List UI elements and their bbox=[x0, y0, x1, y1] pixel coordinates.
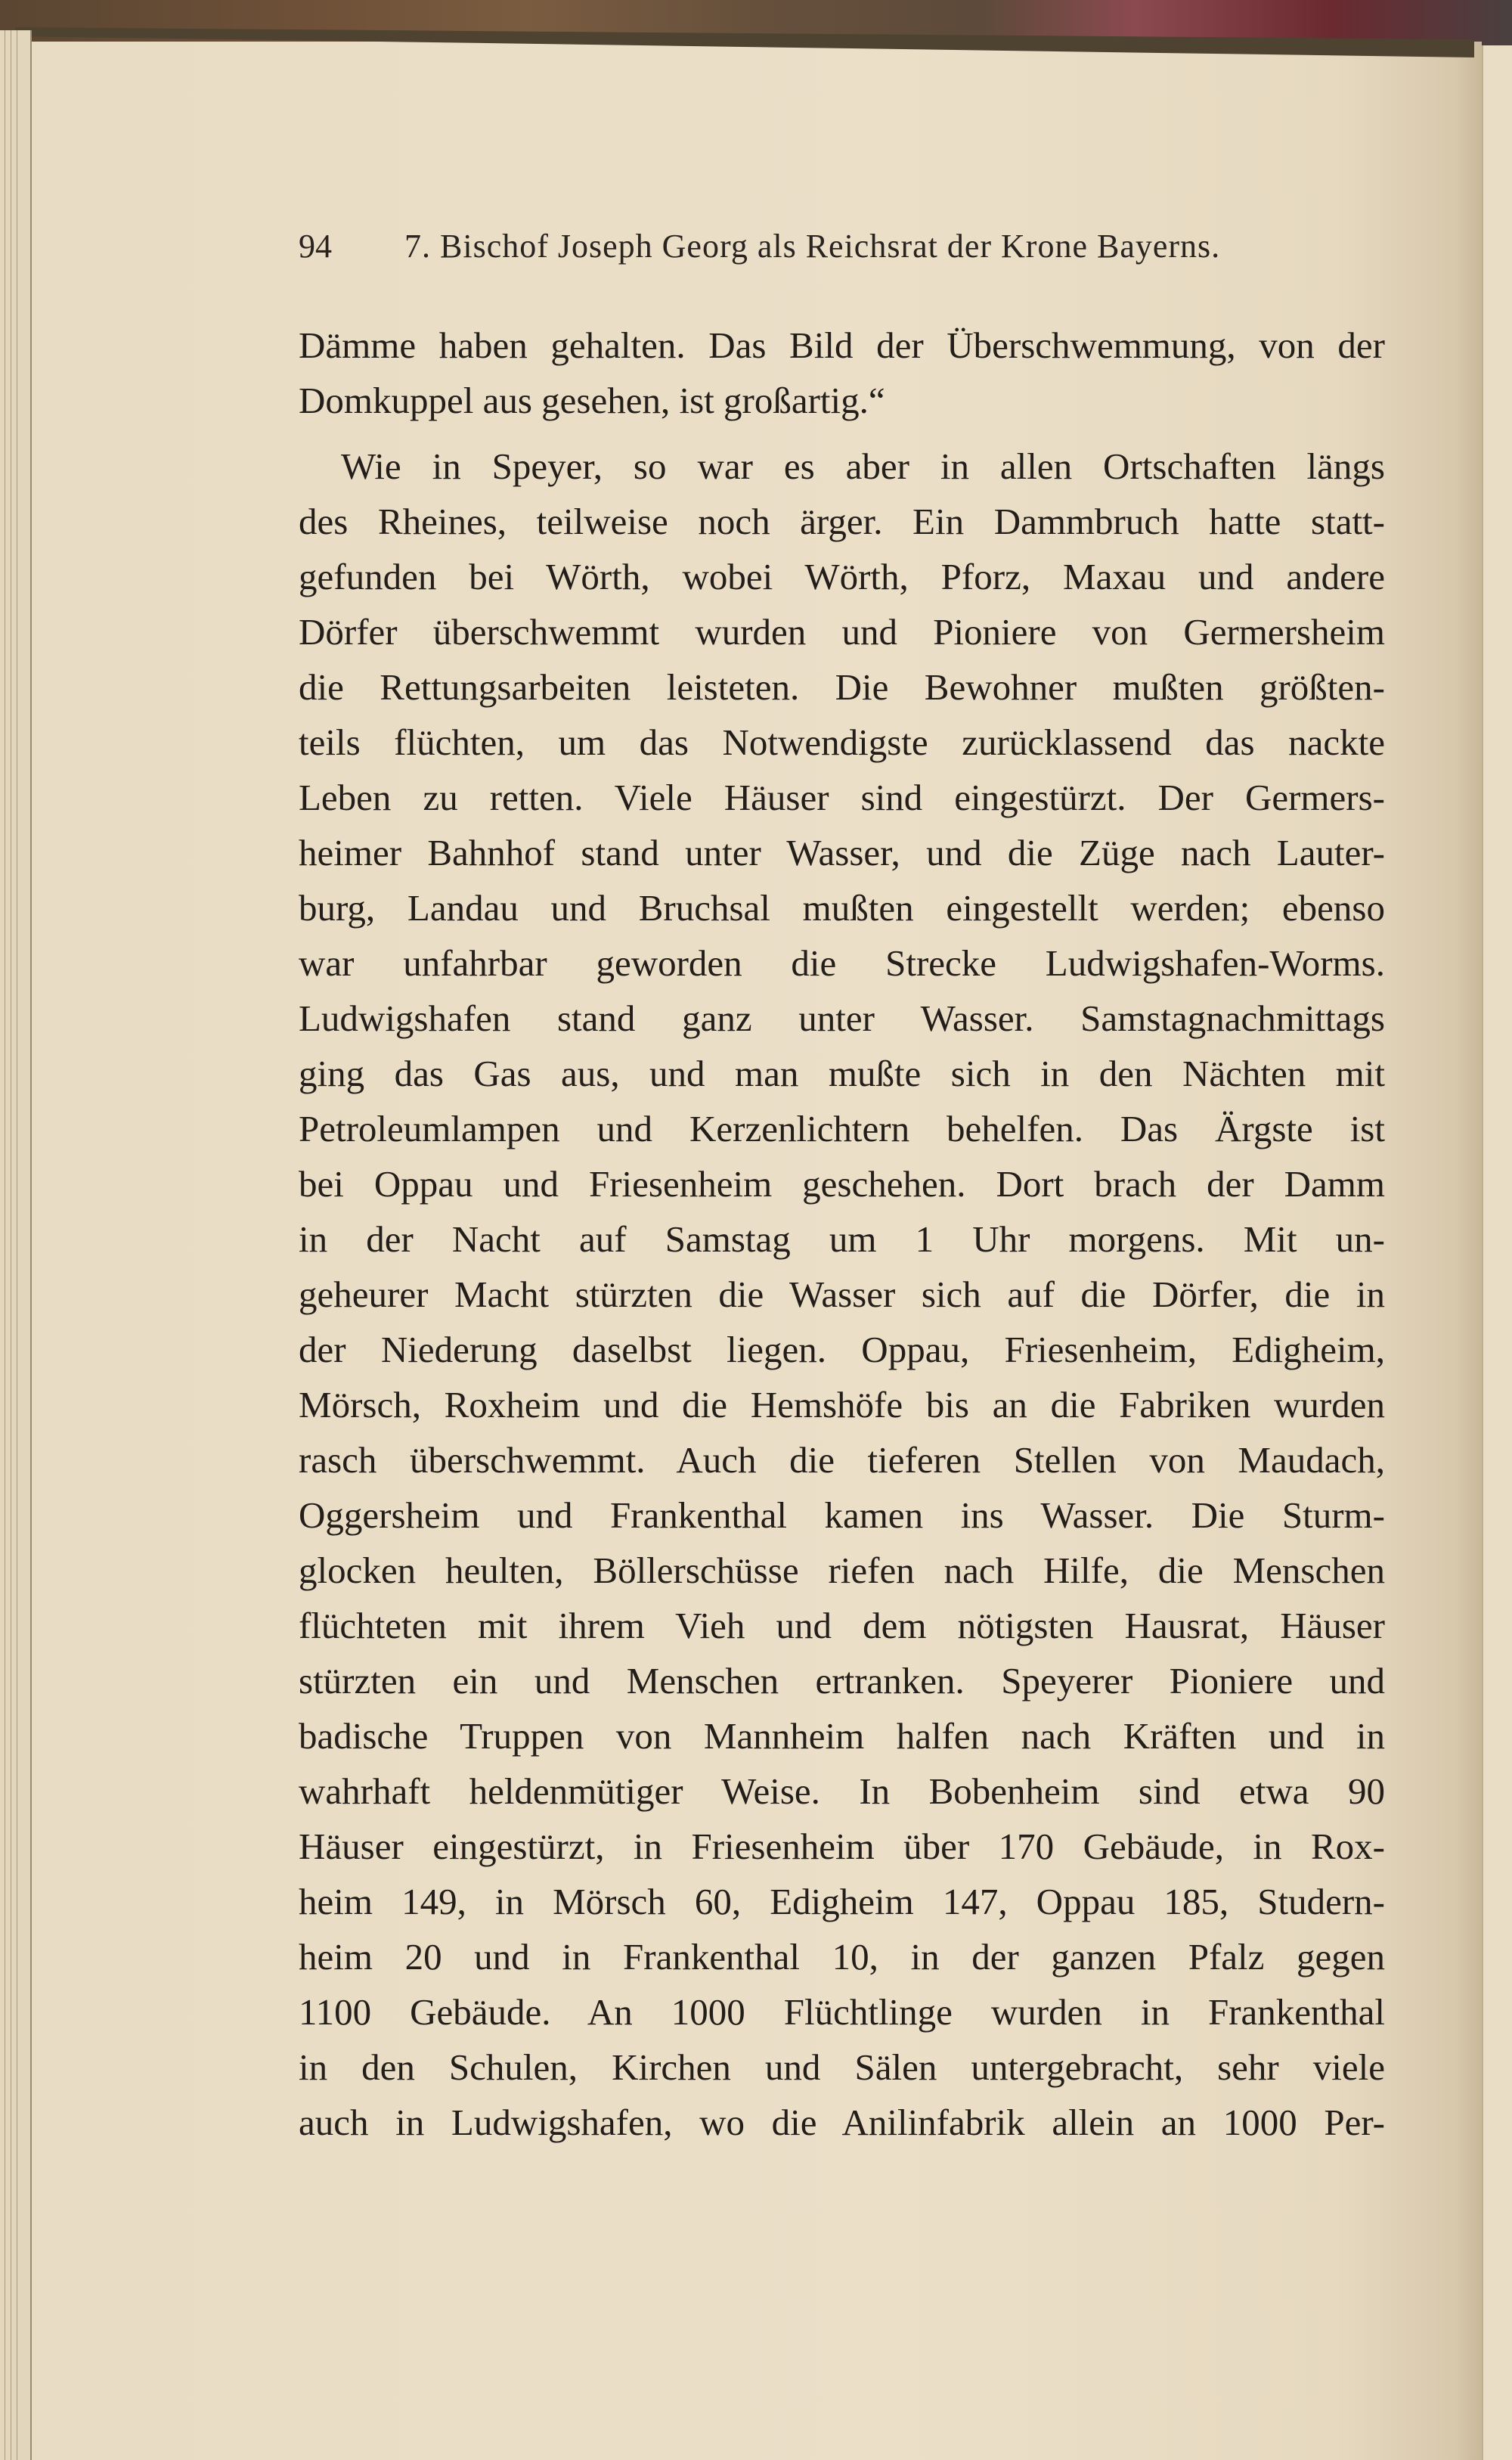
text-line: der Niederung daselbst liegen. Oppau, Friesenheim, Edigheim, bbox=[299, 1329, 1385, 1370]
text-line: in den Schulen, Kirchen und Sälen untergebracht, sehr viele bbox=[299, 2046, 1385, 2088]
text-line: wahrhaft heldenmütiger Weise. In Bobenheim sind etwa 90 bbox=[299, 1770, 1385, 1812]
text-line: die Rettungsarbeiten leisteten. Die Bewohner mußten größten- bbox=[299, 666, 1385, 708]
text-line: Petroleumlampen und Kerzenlichtern behelfen. Das Ärgste ist bbox=[299, 1108, 1385, 1149]
text-line: bei Oppau und Friesenheim geschehen. Dort brach der Damm bbox=[299, 1163, 1385, 1205]
text-line: badische Truppen von Mannheim halfen nach Kräften und in bbox=[299, 1715, 1385, 1757]
text-line: stürzten ein und Menschen ertranken. Speyerer Pioniere und bbox=[299, 1660, 1385, 1702]
text-line: rasch überschwemmt. Auch die tieferen Stellen von Maudach, bbox=[299, 1439, 1385, 1481]
text-line: 1100 Gebäude. An 1000 Flüchtlinge wurden in Frankenthal bbox=[299, 1991, 1385, 2033]
text-line: Wie in Speyer, so war es aber in allen Ortschaften längs bbox=[341, 445, 1385, 487]
page-number: 94 bbox=[299, 228, 332, 265]
text-line: ging das Gas aus, und man mußte sich in den Nächten mit bbox=[299, 1053, 1385, 1094]
text-line: flüchteten mit ihrem Vieh und dem nötigsten Hausrat, Häuser bbox=[299, 1605, 1385, 1646]
text-line: Ludwigshafen stand ganz unter Wasser. Samstagnachmittags bbox=[299, 997, 1385, 1039]
running-header bbox=[299, 227, 1387, 272]
running-title: 7. Bischof Joseph Georg als Reichsrat der Krone Bayerns. bbox=[404, 228, 1221, 265]
text-line: Dörfer überschwemmt wurden und Pioniere von Germersheim bbox=[299, 611, 1385, 653]
text-line: Dämme haben gehalten. Das Bild der Überschwemmung, von der bbox=[299, 324, 1385, 366]
text-line: teils flüchten, um das Notwendigste zurücklassend das nackte bbox=[299, 721, 1385, 763]
text-line: gefunden bei Wörth, wobei Wörth, Pforz, Maxau und andere bbox=[299, 556, 1385, 597]
text-line: in der Nacht auf Samstag um 1 Uhr morgens. Mit un- bbox=[299, 1218, 1385, 1260]
page-stack-left bbox=[0, 30, 32, 2460]
text-line: Mörsch, Roxheim und die Hemshöfe bis an die Fabriken wurden bbox=[299, 1384, 1385, 1425]
text-line: Domkuppel aus gesehen, ist großartig.“ bbox=[299, 380, 885, 421]
facing-page-edge bbox=[1482, 45, 1512, 2460]
text-line: Leben zu retten. Viele Häuser sind eingestürzt. Der Germers- bbox=[299, 777, 1385, 818]
text-line: auch in Ludwigshafen, wo die Anilinfabrik allein an 1000 Per- bbox=[299, 2102, 1385, 2143]
text-line: war unfahrbar geworden die Strecke Ludwigshafen-Worms. bbox=[299, 942, 1385, 984]
text-line: Oggersheim und Frankenthal kamen ins Wasser. Die Sturm- bbox=[299, 1494, 1385, 1536]
text-line: heim 149, in Mörsch 60, Edigheim 147, Oppau 185, Studern- bbox=[299, 1881, 1385, 1922]
text-line: Häuser eingestürzt, in Friesenheim über 170 Gebäude, in Rox- bbox=[299, 1826, 1385, 1867]
paragraph bbox=[299, 439, 1385, 2150]
body-text bbox=[299, 318, 1385, 2150]
paragraph bbox=[299, 318, 1385, 428]
text-line: geheurer Macht stürzten die Wasser sich auf die Dörfer, die in bbox=[299, 1273, 1385, 1315]
text-line: glocken heulten, Böllerschüsse riefen nach Hilfe, die Menschen bbox=[299, 1550, 1385, 1591]
text-line: heim 20 und in Frankenthal 10, in der ganzen Pfalz gegen bbox=[299, 1936, 1385, 1978]
text-line: burg, Landau und Bruchsal mußten eingestellt werden; ebenso bbox=[299, 887, 1385, 929]
text-line: heimer Bahnhof stand unter Wasser, und die Züge nach Lauter- bbox=[299, 832, 1385, 873]
text-line: des Rheines, teilweise noch ärger. Ein Dammbruch hatte statt- bbox=[299, 501, 1385, 542]
